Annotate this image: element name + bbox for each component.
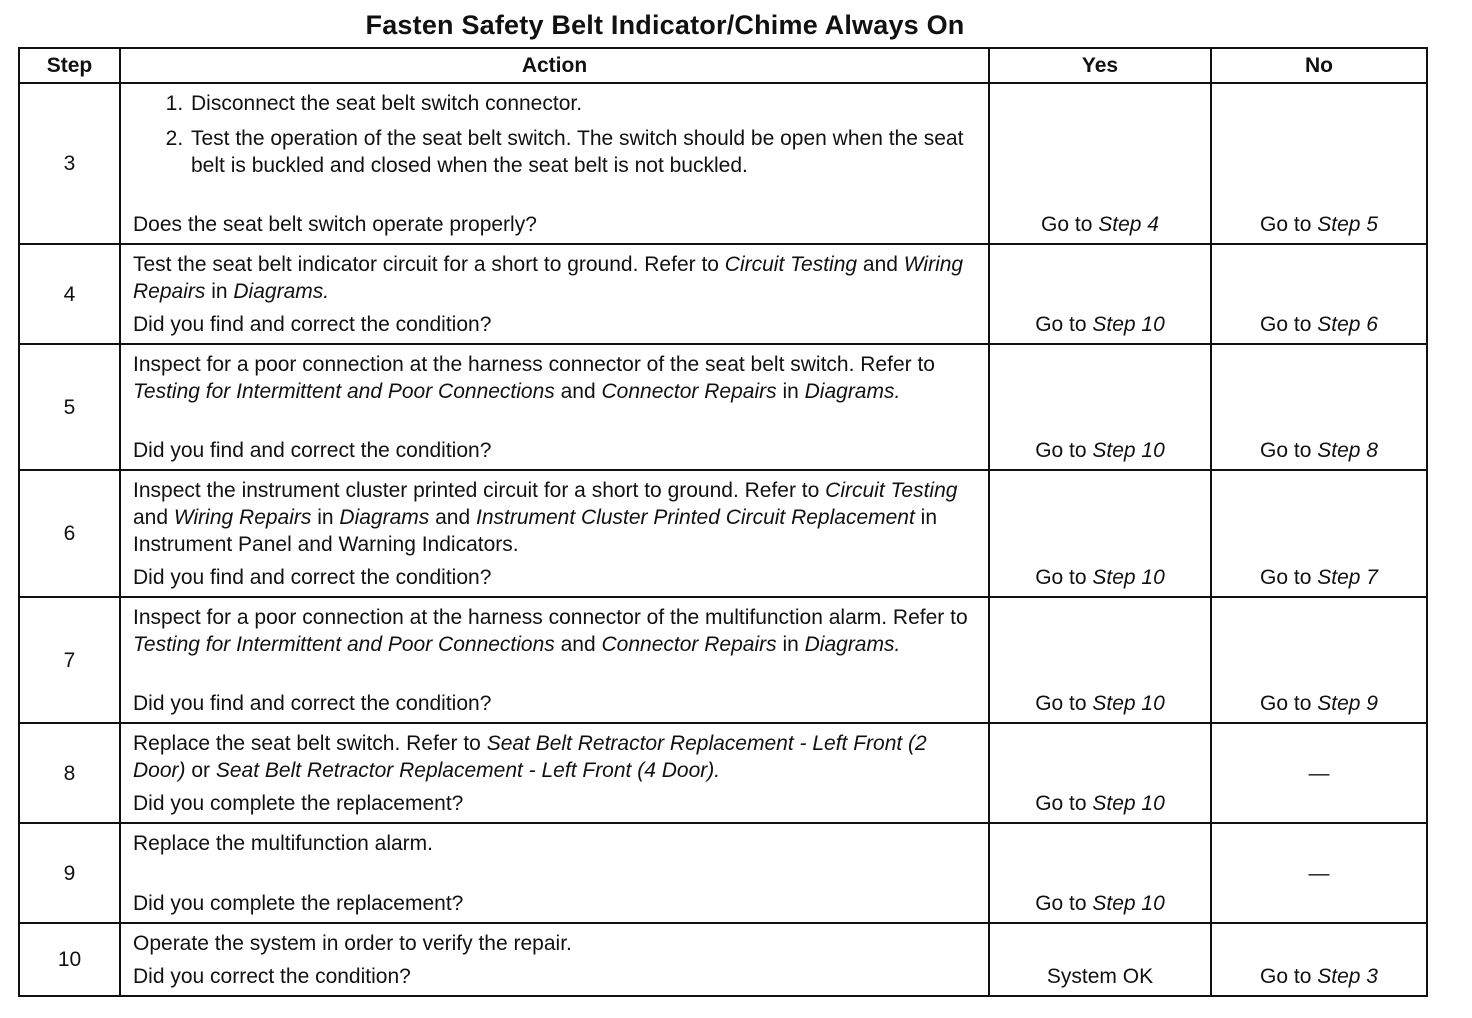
action-cell xyxy=(120,923,989,996)
italic-reference: Connector Repairs xyxy=(601,633,777,656)
action-question: Does the seat belt switch operate properly? xyxy=(133,213,537,236)
text-run: Go to xyxy=(1035,692,1093,715)
text-run: or xyxy=(185,759,216,782)
action-instructions xyxy=(133,830,980,857)
action-cell xyxy=(120,597,989,723)
text-run: Inspect for a poor connection at the harness connector of the multifunction alarm. Refer to xyxy=(133,606,968,629)
step-number: 5 xyxy=(19,344,120,470)
header-yes: Yes xyxy=(989,48,1211,83)
action-instructions xyxy=(133,90,980,183)
list-item xyxy=(189,125,980,179)
action-question: Did you find and correct the condition? xyxy=(133,439,492,462)
text-run: in xyxy=(776,380,805,403)
no-result xyxy=(1211,597,1427,723)
action-question: Did you find and correct the condition? xyxy=(133,313,492,336)
text-run: and xyxy=(429,506,476,529)
italic-reference: Instrument Cluster Printed Circuit Replacement xyxy=(475,506,915,529)
text-run: in xyxy=(311,506,340,529)
no-result xyxy=(1211,344,1427,470)
text-run: Go to xyxy=(1035,892,1093,915)
step-number: 8 xyxy=(19,723,120,823)
italic-reference: Diagrams. xyxy=(233,280,330,303)
italic-reference: Testing for Intermittent and Poor Connections xyxy=(133,633,555,656)
table-body xyxy=(19,83,1427,996)
text-run: Go to xyxy=(1041,213,1099,236)
action-instructions xyxy=(133,351,980,405)
step-number: 6 xyxy=(19,470,120,597)
action-cell xyxy=(120,823,989,923)
text-run: Go to xyxy=(1260,692,1318,715)
step-number: 3 xyxy=(19,83,120,244)
text-run: and xyxy=(554,633,602,656)
italic-reference: Step 8 xyxy=(1317,439,1378,462)
step-number: 9 xyxy=(19,823,120,923)
text-run: Operate the system in order to verify the repair. xyxy=(133,932,572,955)
header-step: Step xyxy=(19,48,120,83)
italic-reference: Circuit Testing xyxy=(724,253,858,276)
text-run: and xyxy=(554,380,602,403)
no-result xyxy=(1211,923,1427,996)
italic-reference: Seat Belt Retractor Replacement - Left Front (2 Door) xyxy=(133,732,927,782)
italic-reference: Wiring Repairs xyxy=(133,253,964,303)
table-row xyxy=(19,597,1427,723)
italic-reference: Seat Belt Retractor Replacement - Left Front (4 Door). xyxy=(215,759,721,782)
text-run: in xyxy=(776,633,805,656)
text-run: Go to xyxy=(1035,439,1093,462)
step-number: 7 xyxy=(19,597,120,723)
table-row xyxy=(19,823,1427,923)
yes-result xyxy=(989,923,1211,996)
text-run: Replace the seat belt switch. Refer to xyxy=(133,732,487,755)
italic-reference: Step 10 xyxy=(1092,439,1165,462)
text-run: Inspect for a poor connection at the harness connector of the seat belt switch. Refer to xyxy=(133,353,935,376)
list-item xyxy=(189,90,980,117)
text-run: — xyxy=(1308,861,1330,885)
italic-reference: Step 10 xyxy=(1092,566,1165,589)
action-cell xyxy=(120,83,989,244)
page-title: Fasten Safety Belt Indicator/Chime Always On xyxy=(365,10,965,40)
action-instructions xyxy=(133,930,980,957)
table-row xyxy=(19,723,1427,823)
step-number: 10 xyxy=(19,923,120,996)
table-row xyxy=(19,83,1427,244)
step-number: 4 xyxy=(19,244,120,344)
action-question: Did you find and correct the condition? xyxy=(133,566,492,589)
italic-reference: Connector Repairs xyxy=(601,380,777,403)
text-run: in Instrument Panel and Warning Indicators. xyxy=(133,506,938,556)
yes-result xyxy=(989,344,1211,470)
italic-reference: Step 5 xyxy=(1317,213,1378,236)
action-question: Did you complete the replacement? xyxy=(133,892,464,915)
action-step-list xyxy=(133,90,980,179)
text-run: Go to xyxy=(1260,566,1318,589)
yes-result xyxy=(989,823,1211,923)
text-run: Go to xyxy=(1260,313,1318,336)
text-run: Go to xyxy=(1035,792,1093,815)
italic-reference: Diagrams xyxy=(339,506,430,529)
text-run: Inspect the instrument cluster printed circuit for a short to ground. Refer to xyxy=(133,479,826,502)
header-no: No xyxy=(1211,48,1427,83)
text-run: Test the operation of the seat belt switch. The switch should be open when the seat belt is buckled and closed when the seat belt is not buckled. xyxy=(191,127,964,177)
action-question: Did you correct the condition? xyxy=(133,965,411,988)
no-result xyxy=(1211,244,1427,344)
action-cell xyxy=(120,244,989,344)
italic-reference: Step 4 xyxy=(1098,213,1159,236)
italic-reference: Diagrams. xyxy=(804,633,901,656)
italic-reference: Step 10 xyxy=(1092,892,1165,915)
action-cell xyxy=(120,470,989,597)
text-run: and xyxy=(133,506,174,529)
text-run: Go to xyxy=(1260,965,1318,988)
text-run: — xyxy=(1308,761,1330,785)
italic-reference: Circuit Testing xyxy=(825,479,958,502)
yes-result xyxy=(989,83,1211,244)
text-run: Go to xyxy=(1035,566,1093,589)
italic-reference: Step 3 xyxy=(1317,965,1378,988)
text-run: System OK xyxy=(1046,965,1154,988)
action-question: Did you complete the replacement? xyxy=(133,792,464,815)
italic-reference: Step 10 xyxy=(1092,792,1165,815)
no-result xyxy=(1211,83,1427,244)
yes-result xyxy=(989,244,1211,344)
no-result xyxy=(1211,470,1427,597)
italic-reference: Step 9 xyxy=(1317,692,1378,715)
action-cell xyxy=(120,344,989,470)
diagnostic-table xyxy=(18,47,1428,997)
text-run: and xyxy=(857,253,904,276)
action-instructions xyxy=(133,730,980,784)
action-instructions xyxy=(133,604,980,658)
yes-result xyxy=(989,470,1211,597)
action-instructions xyxy=(133,251,980,305)
text-run: Test the seat belt indicator circuit for a short to ground. Refer to xyxy=(133,253,725,276)
no-result xyxy=(1211,823,1427,923)
header-row xyxy=(19,48,1427,83)
action-cell xyxy=(120,723,989,823)
italic-reference: Step 10 xyxy=(1092,692,1165,715)
text-run: Disconnect the seat belt switch connector. xyxy=(191,92,583,115)
italic-reference: Step 6 xyxy=(1317,313,1378,336)
text-run: in xyxy=(205,280,234,303)
header-action: Action xyxy=(120,48,989,83)
text-run: Replace the multifunction alarm. xyxy=(133,832,433,855)
yes-result xyxy=(989,597,1211,723)
action-instructions xyxy=(133,477,980,558)
text-run: Go to xyxy=(1260,439,1318,462)
table-row xyxy=(19,244,1427,344)
italic-reference: Diagrams. xyxy=(804,380,901,403)
no-result xyxy=(1211,723,1427,823)
action-question: Did you find and correct the condition? xyxy=(133,692,492,715)
italic-reference: Step 10 xyxy=(1092,313,1165,336)
italic-reference: Wiring Repairs xyxy=(173,506,312,529)
yes-result xyxy=(989,723,1211,823)
text-run: Go to xyxy=(1260,213,1318,236)
table-row xyxy=(19,923,1427,996)
table-row xyxy=(19,470,1427,597)
italic-reference: Testing for Intermittent and Poor Connections xyxy=(133,380,555,403)
table-row xyxy=(19,344,1427,470)
italic-reference: Step 7 xyxy=(1317,566,1378,589)
text-run: Go to xyxy=(1035,313,1093,336)
